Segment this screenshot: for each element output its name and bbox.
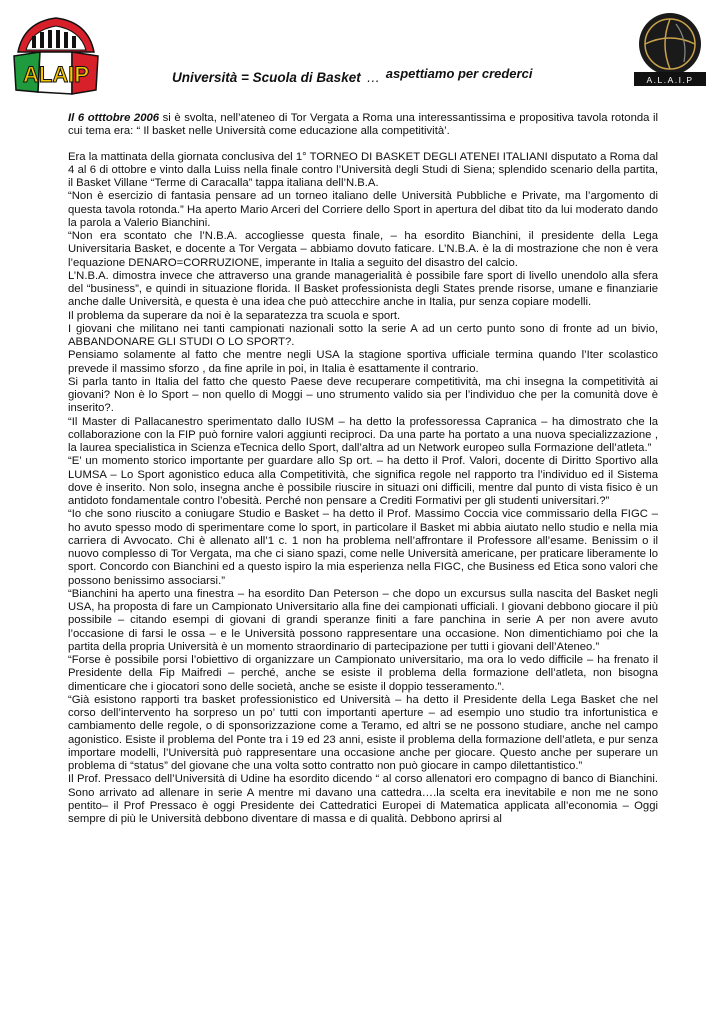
title-ellipsis: … [366, 70, 380, 85]
alaip-colosseum-logo [10, 12, 102, 98]
paragraph-11: “Io che sono riuscito a coniugare Studio e Basket – ha detto il Prof. Massimo Coccia vice commissario della FIGC – ho avuto spesso modo di sperimentare come lo sport, in particolare il Basket mi abbia aiutato nello studio e nella mia carriera di Avvocato. Chi è allenato all’1 c. 1 non ha problema nell’affrontare il Professore all’esame. Benissim o il nuovo complesso di Tor Vergata, ma che ci siano spazi, come nelle Università americane, per praticare liberamente lo sport. Concordo con Bianchini ed a questo ispiro la mia esperienza nella FIGC, che Business ed Etica sono valori che possono benissimo associarsi.” [68, 508, 658, 587]
paragraph-12: “Bianchini ha aperto una finestra – ha esordito Dan Peterson – che dopo un excursus sulla nascita del Basket negli USA, ha proposta di fare un Campionato Universitario alla fine dei campionati ufficiali. I giovani debbono giocare il più possibile – citando esempi di giovani di grandi speranze finiti a fare panchina in serie A per non avere avuto l’occasione di farsi le ossa – e le Università possono rappresentare una occasione. Non dimentichiamo poi che la partita della propria Università è un momento straordinario di partecipazione per tutti i giovani dell’Ateneo.” [68, 587, 658, 653]
paragraph-2: “Non è esercizio di fantasia pensare ad un torneo italiano delle Università Pubbliche e Private, ma l’argomento di questa tavola rotonda.” Ha aperto Mario Arceri del Corriere dello Sport in apertura del dibat tito da lui moderato dando la parola a Valerio Bianchini. [68, 190, 658, 229]
paragraph-15: Il Prof. Pressaco dell’Università di Udine ha esordito dicendo “ al corso allenatori ero compagno di banco di Bianchini. Sono arrivato ad allenare in serie A mentre mi davano una cattedra….la scelta era inevitabile e non me ne sono pentito– il Prof Pressaco è oggi Presidente dei Cattedratici Europei di Matematica applicata all’economia – Oggi sempre di più le Università debbono diventare di massa e di qualità. Debbono aprirsi al [68, 773, 658, 825]
alaip-emblem-text: A.L.A.I.P [646, 75, 694, 85]
paragraph-spacer [68, 139, 658, 151]
intro-text: si è svolta, nell’ateneo di Tor Vergata a Roma una interessantissima e propositiva tavola rotonda il cui tema era: “ Il basket nelle Università come educazione alla competitività’. [68, 112, 659, 138]
paragraph-3: “Non era scontato che l’N.B.A. accogliesse questa finale, – ha esordito Bianchini, il presidente della Lega Universitaria Basket, e docente a Tor Vergata – abbiamo dovuto faticare. L’N.B.A. è la di mostrazione che non è vera l’equazione DENARO=CORRUZIONE, imperante in Italia a seguito del disastro del calcio. [68, 230, 658, 269]
paragraph-5: Il problema da superare da noi è la separatezza tra scuola e sport. [68, 309, 401, 322]
paragraph-9: “Il Master di Pallacanestro sperimentato dallo IUSM – ha detto la professoressa Capranica – ha dimostrato che la collaborazione con la FIP può fornire valori aggiunti reciproci. Da una parte ha portato a una nuova specializzazione , la laurea specialistica in Scienza eTecnica dello Sport, dall’altra ad un Network europeo sulla Formazione dell’atleta.” [68, 415, 658, 454]
alaip-logo-text: ALAIP [23, 62, 89, 87]
paragraph-1: Era la mattinata della giornata conclusiva del 1° TORNEO DI BASKET DEGLI ATENEI ITALIANI disputato a Roma dal 4 al 6 di ottobre e vinto dalla Luiss nella finale contro l’Università degli Studi di Siena; splendido scenario della partita, il Basket Villane “Terme di Caracalla” tappa italiana dell’N.B.A. [68, 150, 658, 189]
article-tagline: aspettiamo per crederci [385, 66, 533, 81]
intro-date: Il 6 otttobre 2006 [68, 112, 160, 124]
paragraph-6: I giovani che militano nei tanti campionati nazionali sotto la serie A ad un certo punto sono di fronte ad un bivio, ABBANDONARE GLI STUDI O LO SPORT?. [68, 322, 658, 348]
paragraph-7: Pensiamo solamente al fatto che mentre negli USA la stagione sportiva ufficiale termina quando l’Iter scolastico prevede il massimo sforzo , da fine aprile in poi, in Italia è esattamente il contrario. [68, 349, 658, 375]
paragraph-4: L’N.B.A. dimostra invece che attraverso una grande managerialità è possibile fare sport di livello unendolo alla sfera del “business”, e quindi in situazione florida. Il Basket professionista degli States prende risorse, umane e finanziarie anche dalle Università, e questa è una idea che può attecchire anche in Italia, pur senza copiare modelli. [68, 269, 658, 309]
paragraph-14: “Già esistono rapporti tra basket professionistico ed Università – ha detto il Presidente della Lega Basket che nel corso dell’intervento ha sorpreso un po’ tutti con importanti aperture – ad esempio uno studio tra infortunistica e cambiamento delle regole, o di sponsorizzazione come a Teramo, ed altri se ne possono studiare, anche nel campo agonistico. Esiste il problema del Ponte tra i 19 ed 23 anni, esiste il problema della formazione dell’atleta, e pur senza importare modelli, l’Università può rappresentare una occasione anche per giocare. Questo anche per superare un problema di “status” del giovane che una volta sotto contratto non può giocare in campo dilettantistico.” [68, 693, 658, 772]
article-header [172, 66, 533, 85]
paragraph-10: “E’ un momento storico importante per guardare allo Sp ort. – ha detto il Prof. Valori, docente di Diritto Sportivo alla LUMSA – Lo Sport agonistico educa alla Competitività, che significa regole nel rapporto tra l’individuo ed il Sistema dove è inserito. Non solo, insegna anche è possibile riuscire in situazi oni difficili, mentre dal punto di vista fisico è un antidoto fondamentale contro l’obesità. Perché non pensare a Crediti Formativi per gli studenti universitari.?” [68, 455, 658, 507]
paragraph-13: “Forse è possibile porsi l’obiettivo di organizzare un Campionato universitario, ma ora lo vedo difficile – ha frenato il Presidente della Fip Maifredi – perché, anche se esiste il problema della formazione dell’atleta, non bisogna dimenticare che i giocatori sono delle società, anche se esiste il doppio tesseramento.”. [68, 654, 658, 693]
article-title: Università = Scuola di Basket [172, 70, 361, 85]
paragraph-8: Si parla tanto in Italia del fatto che questo Paese deve recuperare competitività, ma chi insegna la competitività ai giovani? Non è lo Sport – non quello di Moggi – uno strumento valido sia per l’individuo che per la comunità dove è inserito?. [68, 375, 658, 415]
intro-paragraph [68, 112, 658, 139]
article-body [68, 112, 658, 826]
alaip-basketball-logo [628, 10, 712, 90]
